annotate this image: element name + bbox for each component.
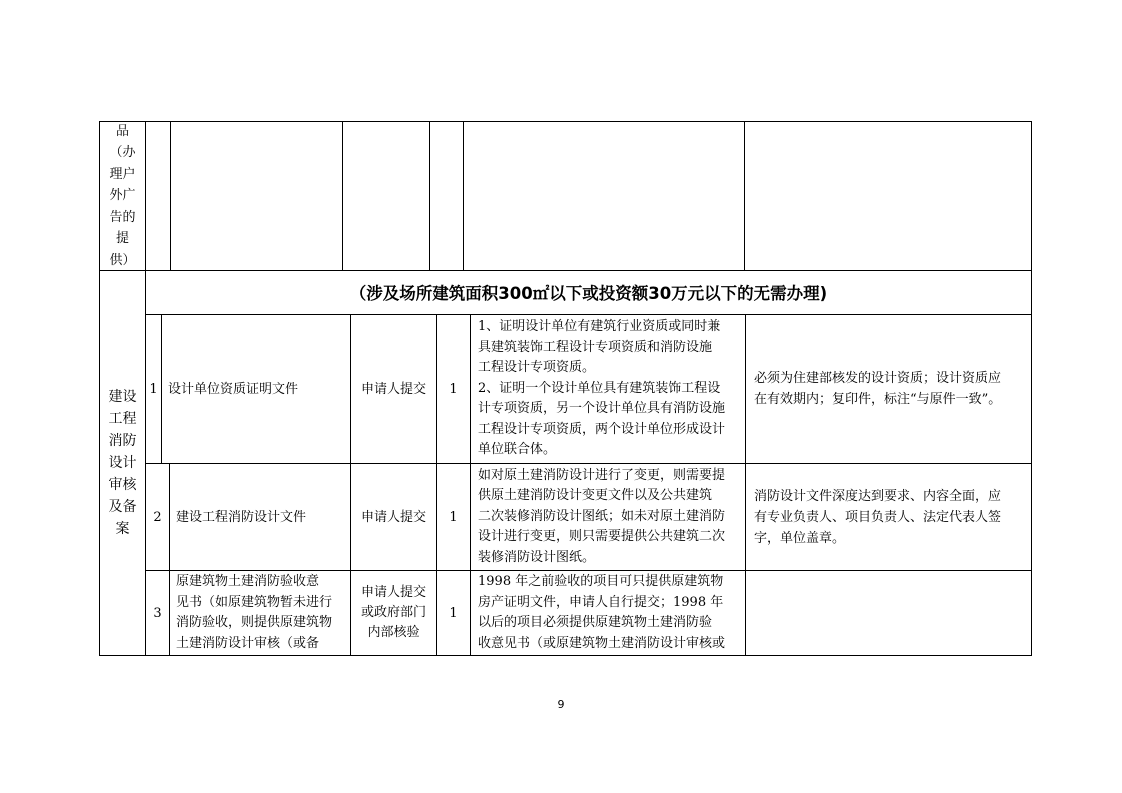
material-description: 1、证明设计单位有建筑行业资质或同时兼 具建筑装饰工程设计专项资质和消防设施 工程设计专项资质。 2、证明一个设计单位具有建筑装饰工程设 计专项资质，另一个设计单位具有消防设施 工程设计专项资质，两个设计单位形成设计 单位联合体。 [478, 319, 726, 458]
table-border-top [99, 121, 1032, 122]
row-index: 1 [149, 381, 158, 397]
table-row-3-copies [437, 571, 470, 655]
divider [342, 121, 343, 270]
table-border-bottom [99, 655, 1032, 656]
top-row-category-label: 品 （办 理户 外广 告的 提 供） [109, 123, 136, 268]
row-index: 3 [153, 605, 162, 621]
table-row-3-description [478, 571, 744, 655]
table-row-2-copies [437, 464, 470, 570]
table-row-1-description [478, 315, 744, 463]
table-row-3-index [146, 571, 169, 655]
material-name: 原建筑物土建消防验收意 见书（如原建筑物暂未进行 消防验收，则提供原建筑物 土建消防设计审核（或备 [176, 574, 333, 651]
table-border-right [1031, 121, 1032, 656]
material-description: 1998 年之前验收的项目可只提供原建筑物 房产证明文件，申请人自行提交；1998 年 以后的项目必须提供原建筑物土建消防验 收意见书（或原建筑物土建消防设计审核或 [478, 574, 726, 651]
material-description: 如对原土建消防设计进行了变更，则需要提 供原土建消防设计变更文件以及公共建筑 二次装修消防设计图纸；如未对原土建消防 设计进行变更，则只需要提供公共建筑二次 装修消防设计图纸。 [478, 467, 726, 565]
material-requirements: 必须为住建部核发的设计资质；设计资质应 在有效期内；复印件，标注“与原件一致”。 [754, 371, 1002, 407]
table-row-1-index [146, 315, 161, 463]
material-source: 申请人提交 或政府部门 内部核验 [360, 585, 426, 640]
divider [470, 463, 471, 656]
table-row-3-source [351, 571, 436, 655]
table-row-3-requirements [754, 571, 1031, 655]
row-index: 2 [153, 509, 162, 525]
divider [169, 463, 170, 656]
table-row-1-source [351, 315, 436, 463]
divider [145, 121, 146, 270]
section-category-label: 建设 工程 消防 设计 审核 及备 案 [108, 389, 137, 537]
section-category-cell [100, 271, 145, 655]
material-name: 设计单位资质证明文件 [168, 381, 299, 397]
material-requirements: 消防设计文件深度达到要求、内容全面，应 有专业负责人、项目负责人、法定代表人签 字，单位盖章。 [754, 488, 1002, 546]
table-row-1-material [168, 315, 348, 463]
divider [161, 314, 162, 463]
divider [745, 314, 746, 463]
divider [744, 121, 745, 270]
material-source: 申请人提交 [360, 381, 426, 397]
divider [470, 314, 471, 463]
table-row-1-requirements [754, 315, 1031, 463]
table-row-2-source [351, 464, 436, 570]
divider [745, 463, 746, 656]
table-row-1-copies [437, 315, 470, 463]
notice-banner: （涉及场所建筑面积300㎡以下或投资额30万元以下的无需办理) [349, 284, 828, 303]
divider [170, 121, 171, 270]
table-row-2-requirements [754, 464, 1031, 570]
top-row-category-cell [100, 122, 145, 270]
table-row-3-material [176, 571, 348, 655]
table-row-2-index [146, 464, 169, 570]
copies-count: 1 [449, 381, 458, 397]
table-row-2-description [478, 464, 744, 570]
copies-count: 1 [449, 605, 458, 621]
table-row-2-material [176, 464, 348, 570]
material-name: 建设工程消防设计文件 [176, 509, 307, 525]
page-number: 9 [557, 698, 565, 711]
divider [463, 121, 464, 270]
material-source: 申请人提交 [360, 509, 426, 525]
copies-count: 1 [449, 509, 458, 525]
divider [429, 121, 430, 270]
